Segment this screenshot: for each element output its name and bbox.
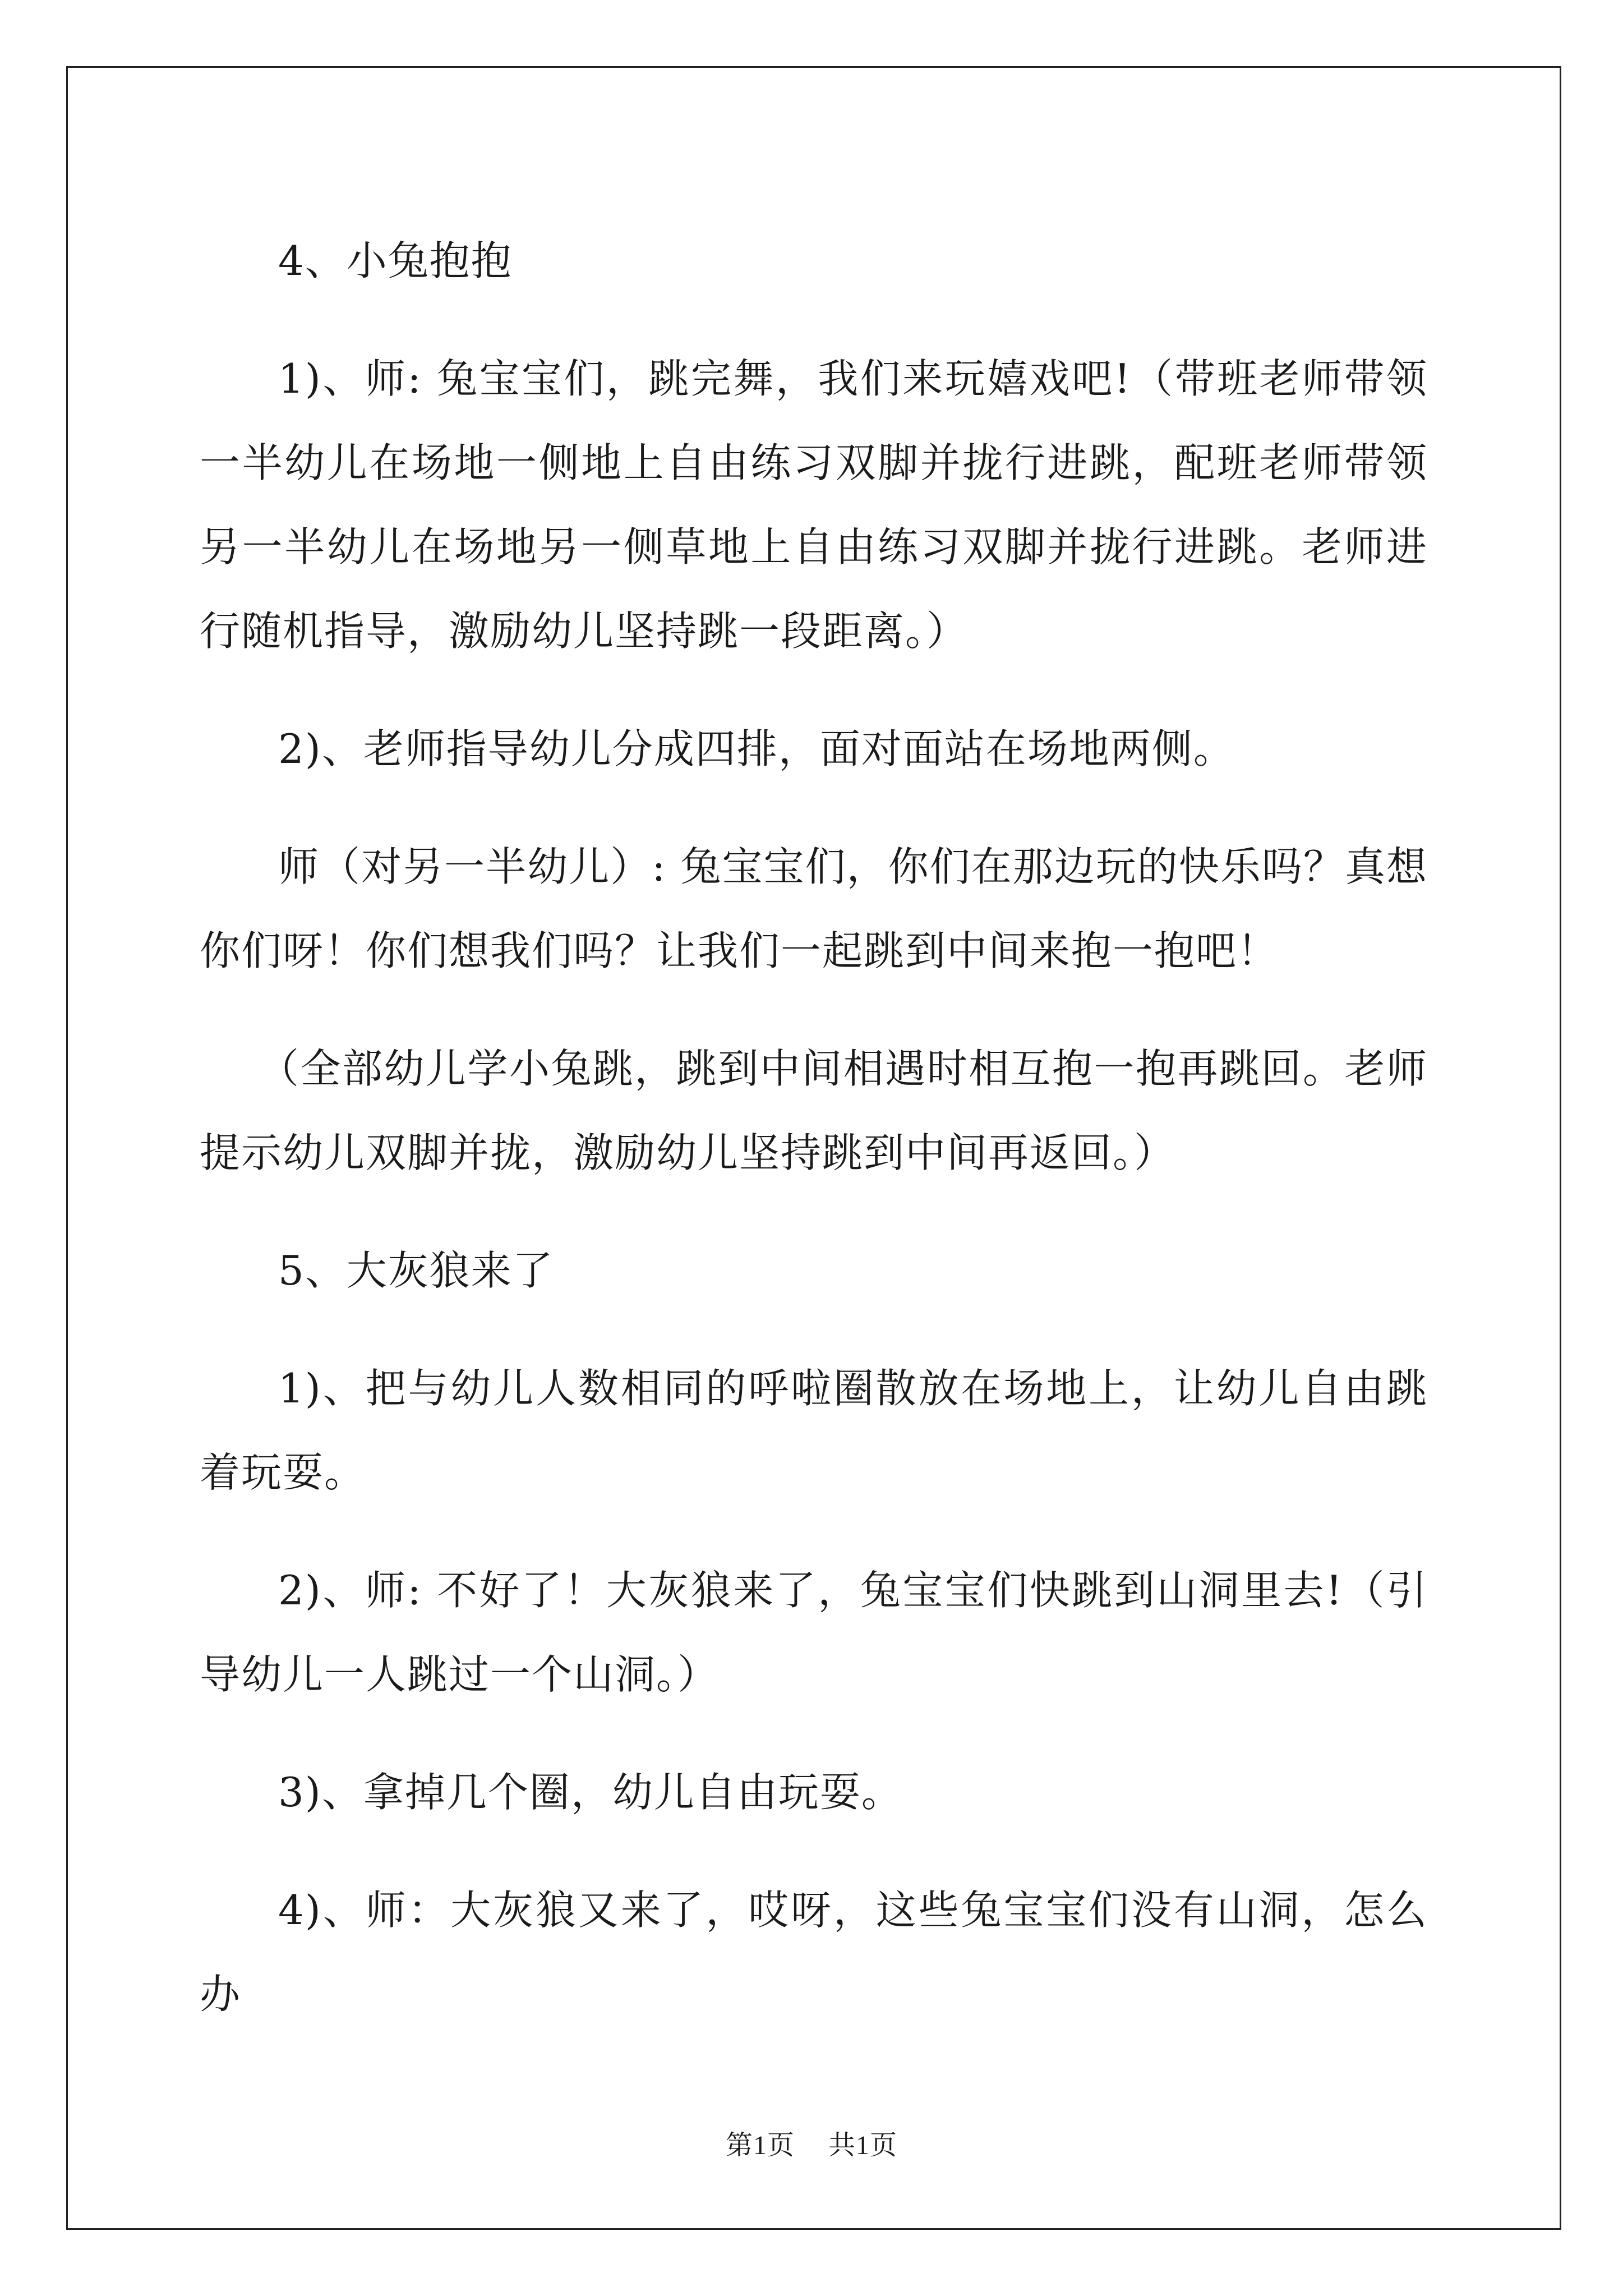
paragraph: 4)、师：大灰狼又来了，哎呀，这些兔宝宝们没有山洞，怎么办 [200,1887,1428,2018]
section-heading-hug: 4、小兔抱抱 [278,237,513,284]
page-number: 第1页 [725,2131,795,2160]
paragraph: 2)、老师指导幼儿分成四排，面对面站在场地两侧。 [278,725,1235,772]
document-body [200,219,1428,2070]
page-total: 共1页 [828,2131,898,2160]
paragraph: 2)、师: 不好了！大灰狼来了，兔宝宝们快跳到山洞里去!（引导幼儿一人跳过一个山洞。） [200,1567,1428,1698]
paragraph: （全部幼儿学小兔跳，跳到中间相遇时相互抱一抱再跳回。老师提示幼儿双脚并拢，激励幼儿坚持跳到中间再返回。） [200,1045,1428,1176]
section-heading-wolf: 5、大灰狼来了 [278,1247,554,1294]
paragraph: 1)、把与幼儿人数相同的呼啦圈散放在场地上，让幼儿自由跳着玩耍。 [200,1365,1428,1496]
page-footer [0,2123,1623,2162]
paragraph: 3)、拿掉几个圈，幼儿自由玩耍。 [278,1769,903,1816]
paragraph: 1)、师: 兔宝宝们，跳完舞，我们来玩嬉戏吧!（带班老师带领一半幼儿在场地一侧地上自由练习双脚并拢行进跳，配班老师带领另一半幼儿在场地另一侧草地上自由练习双脚并拢行进跳。老师进行随机指导，激励幼儿坚持跳一段距离。） [200,355,1428,655]
paragraph: 师（对另一半幼儿）: 兔宝宝们，你们在那边玩的快乐吗？真想你们呀！你们想我们吗？让我们一起跳到中间来抱一抱吧！ [200,843,1428,974]
